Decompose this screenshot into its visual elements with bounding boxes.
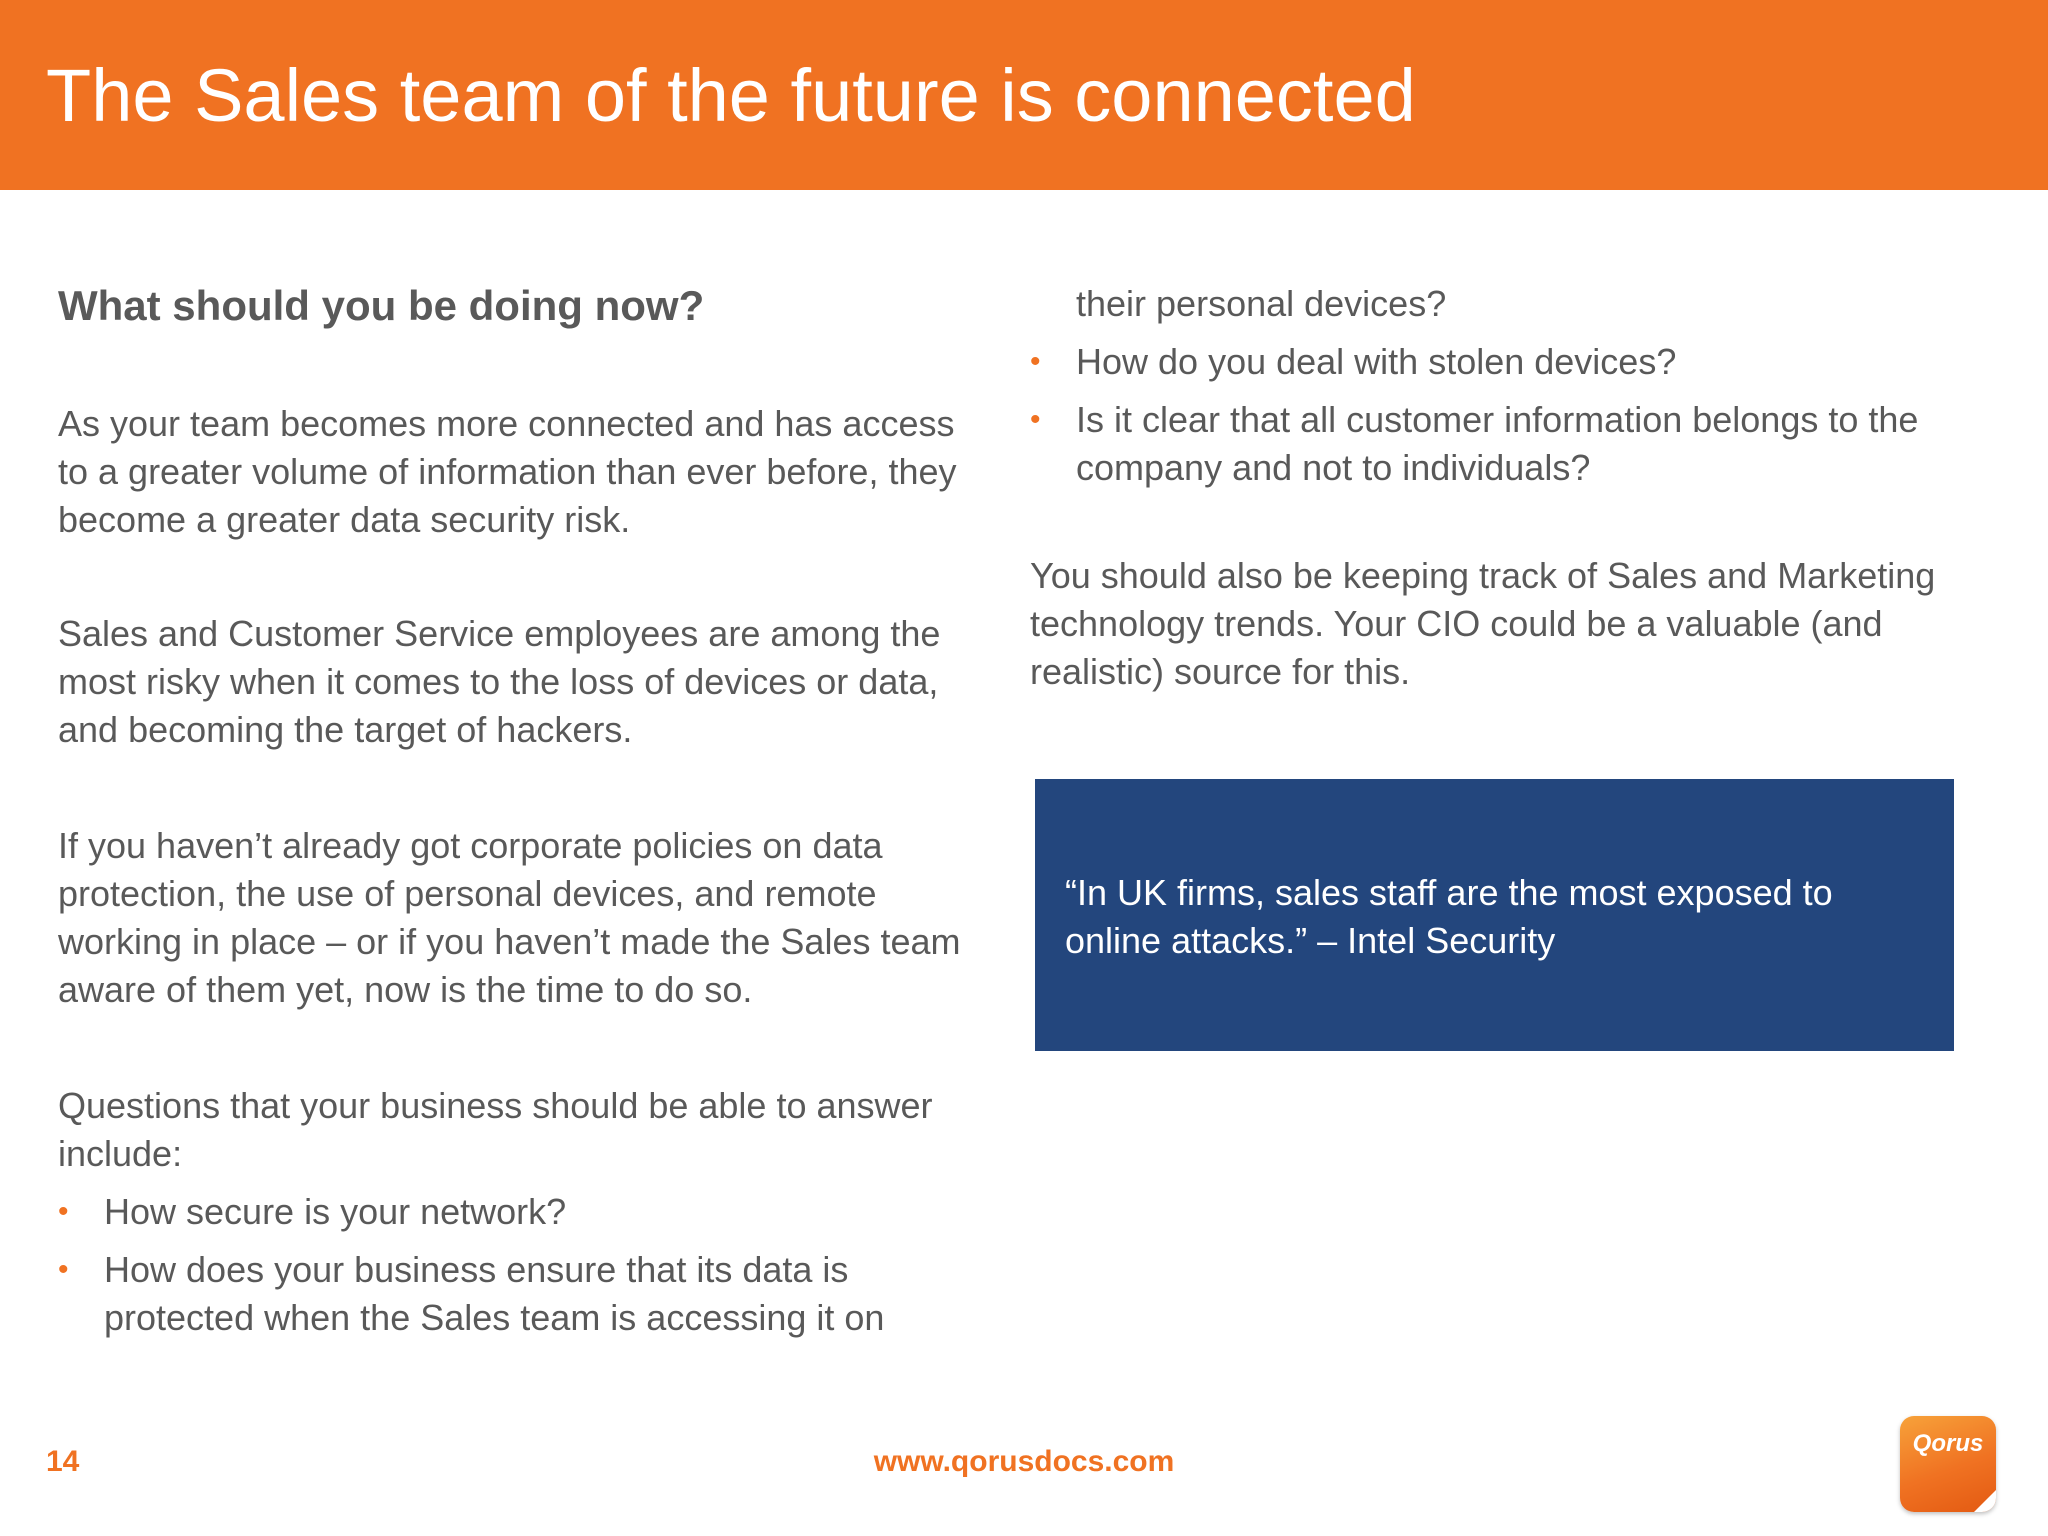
list-item: [1030, 338, 1970, 386]
list-item-text: How does your business ensure that its data is protected when the Sales team is accessing it on: [104, 1249, 885, 1338]
logo-text: Qorus: [1912, 1430, 1984, 1457]
bullet-icon: •: [1030, 403, 1041, 436]
footer-url: www.qorusdocs.com: [873, 1445, 1175, 1478]
paragraph-risky-employees: Sales and Customer Service employees are among the most risky when it comes to the loss of devices or data, and becoming the target of hackers.: [58, 613, 941, 750]
list-item-text: Is it clear that all customer information belongs to the company and not to individuals?: [1076, 399, 1919, 488]
list-item: [58, 1188, 978, 1236]
bullet-icon: •: [58, 1195, 69, 1228]
section-heading: What should you be doing now?: [58, 282, 705, 329]
page-number: 14: [46, 1445, 80, 1478]
paragraph-security-risk: As your team becomes more connected and has access to a greater volume of information than ever before, they become a greater data security risk.: [58, 403, 957, 540]
qorus-logo: [1900, 1416, 1996, 1512]
list-item-continuation: their personal devices?: [1076, 283, 1447, 324]
paragraph-technology-trends: You should also be keeping track of Sales and Marketing technology trends. Your CIO could be a valuable (and realistic) source for this.: [1030, 555, 1936, 692]
quote-callout: [1035, 779, 1954, 1051]
title-bar: [0, 0, 2048, 190]
list-item-text: How do you deal with stolen devices?: [1076, 341, 1677, 382]
quote-text: “In UK firms, sales staff are the most exposed to online attacks.” – Intel Security: [1065, 872, 1833, 961]
list-item: [58, 1246, 978, 1342]
questions-list-right: [1030, 338, 1970, 492]
bullet-icon: •: [58, 1253, 69, 1286]
bullet-icon: •: [1030, 345, 1041, 378]
right-column: [1030, 280, 1970, 696]
paragraph-questions-intro: Questions that your business should be able to answer include:: [58, 1085, 933, 1174]
list-item-text: How secure is your network?: [104, 1191, 567, 1232]
questions-list-left: [58, 1188, 978, 1342]
page-fold-icon: [1974, 1490, 1996, 1512]
left-column: [58, 276, 978, 1342]
paragraph-policies: If you haven’t already got corporate policies on data protection, the use of personal devices, and remote working in place – or if you haven’t made the Sales team aware of them yet, now is the time to do so.: [58, 825, 961, 1010]
list-item: [1030, 396, 1970, 492]
slide-title: The Sales team of the future is connected: [46, 54, 1416, 137]
